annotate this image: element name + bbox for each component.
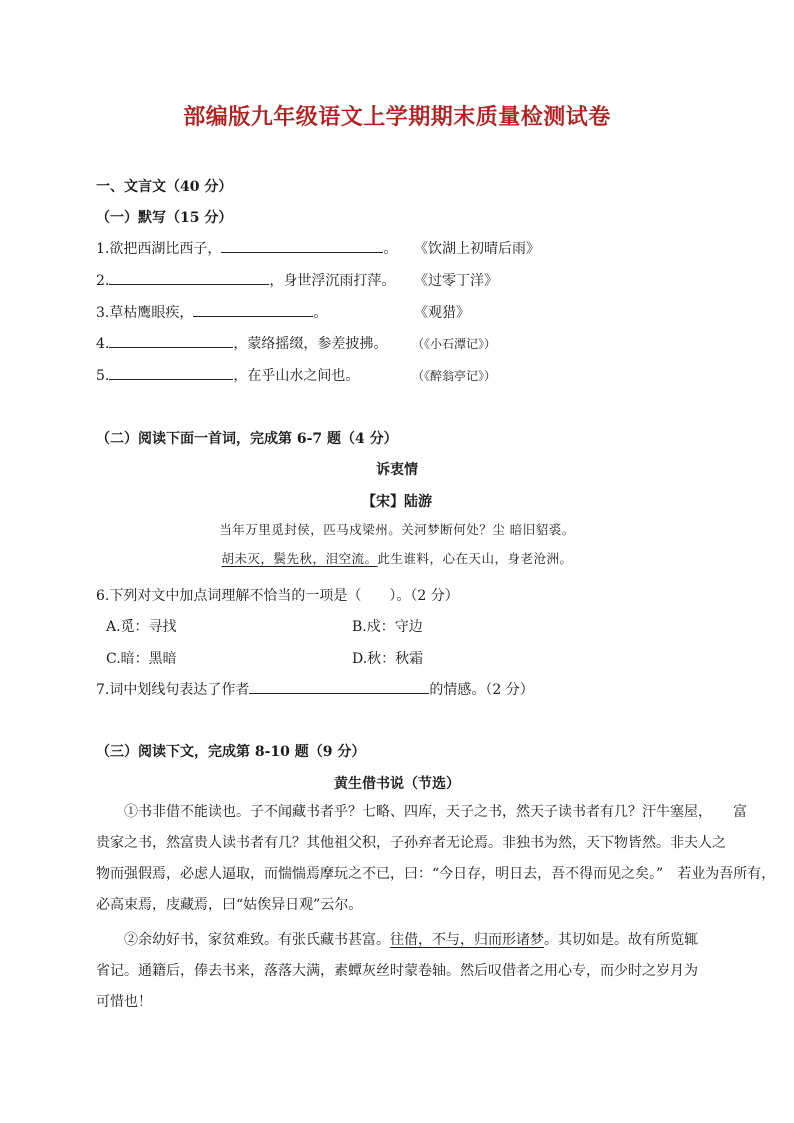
dictation-item-5 [96, 365, 359, 385]
subsection-heading-poem: （二）阅读下面一首词，完成第 6-7 题（4 分） [96, 431, 398, 447]
poem-line-2-rest: 此生谁料，心在天山，身老沧洲。 [377, 551, 573, 566]
prose-p2-line-2: 省记。通籍后，俸去书来，落落大满，素蟫灰丝时蒙卷轴。然后叹借者之用心专，而少时之岁月为 [96, 963, 698, 979]
prose-p2-line-1 [96, 925, 708, 956]
question-7 [96, 679, 534, 699]
page-title: 部编版九年级语文上学期期末质量检测试卷 [183, 105, 611, 130]
dictation-item-3 [96, 302, 327, 322]
dictation-item-1-prefix: 1.欲把西湖比西子， [96, 241, 222, 257]
dictation-source-1: 《饮湖上初晴后雨》 [414, 241, 540, 257]
dictation-item-2-prefix: 2. [96, 273, 110, 289]
answer-blank-7[interactable] [249, 679, 429, 694]
section-heading-classical: 一、文言文（40 分） [96, 179, 233, 195]
prose-p1-line-1: ①书非借不能读也。子不闻藏书者乎？七略、四库，天子之书，然天子读书者有几？汗牛塞屋， 富 [124, 804, 747, 820]
prose-p2-line-1-a: ②余幼好书，家贫难致。有张氏藏书甚富。 [124, 932, 390, 948]
answer-blank-2[interactable] [109, 270, 269, 285]
option-a[interactable]: A.觅：寻找 [106, 619, 177, 635]
poem-line-2-underlined: 胡未灭，鬓先秋，泪空流。 [221, 551, 378, 566]
question-7-suffix: 的情感。（2 分） [429, 682, 534, 698]
dictation-item-3-suffix: 。 [313, 305, 328, 321]
answer-blank-1[interactable] [221, 238, 383, 253]
answer-blank-3[interactable] [193, 302, 313, 317]
question-6: 6.下列对文中加点词理解不恰当的一项是（ ）。（2 分） [96, 588, 459, 604]
prose-title: 黄生借书说（节选） [334, 776, 460, 792]
dictation-item-4-suffix: ，蒙络摇缀，参差披拂。 [233, 336, 388, 352]
poem-line-1: 当年万里觅封侯，匹马戍梁州。关河梦断何处？尘 暗旧貂裘。 [219, 522, 575, 537]
dictation-item-1-suffix: 。 [383, 241, 398, 257]
prose-p1-line-3: 物而强假焉，必虑人逼取，而惴惴焉摩玩之不已，曰：“今日存，明日去，吾不得而见之矣。” 若业为吾所有， [96, 866, 776, 882]
dictation-item-1 [96, 238, 397, 258]
poem-title: 诉衷情 [376, 462, 418, 478]
option-d[interactable]: D.秋：秋霜 [352, 651, 424, 667]
prose-p1-line-2: 贵家之书，然富贵人读书者有几？其他祖父积，子孙弃者无论焉。非独书为然，天下物皆然。非夫人之 [96, 835, 726, 851]
subsection-heading-prose: （三）阅读下文，完成第 8-10 题（9 分） [96, 744, 366, 760]
poem-line-2 [0, 549, 794, 567]
dictation-item-4 [96, 333, 387, 353]
dictation-item-2-suffix: ，身世浮沉雨打萍。 [269, 273, 396, 289]
poem-author: 【宋】陆游 [362, 494, 432, 510]
dictation-source-3: 《观猎》 [414, 305, 470, 321]
dictation-item-3-prefix: 3.草枯鹰眼疾， [96, 305, 194, 321]
dictation-item-2 [96, 270, 395, 290]
dictation-item-5-prefix: 5. [96, 368, 110, 384]
prose-paragraph-1 [96, 797, 776, 921]
answer-blank-5[interactable] [109, 365, 233, 380]
dictation-source-5: （《醉翁亭记》） [412, 369, 497, 383]
option-c[interactable]: C.暗：黑暗 [106, 651, 177, 667]
dictation-source-4: （《小石潭记》） [412, 337, 497, 351]
answer-blank-4[interactable] [109, 333, 233, 348]
dictation-item-5-suffix: ，在乎山水之间也。 [233, 368, 360, 384]
prose-paragraph-2 [96, 925, 708, 1018]
prose-p2-line-3: 可惜也！ [96, 994, 152, 1010]
prose-p2-underlined: 往借，不与，归而形诸梦 [390, 932, 544, 948]
prose-p1-line-4: 必高束焉，庋藏焉，曰“姑俟异日观”云尔。 [96, 897, 363, 913]
dictation-item-4-prefix: 4. [96, 336, 110, 352]
option-b[interactable]: B.戍：守边 [352, 619, 423, 635]
dictation-source-2: 《过零丁洋》 [414, 273, 498, 289]
prose-p2-line-1-b: 。其切如是。故有所览辄 [544, 932, 698, 948]
question-7-prefix: 7.词中划线句表达了作者 [96, 682, 250, 698]
subsection-heading-dictation: （一）默写（15 分） [96, 210, 233, 226]
